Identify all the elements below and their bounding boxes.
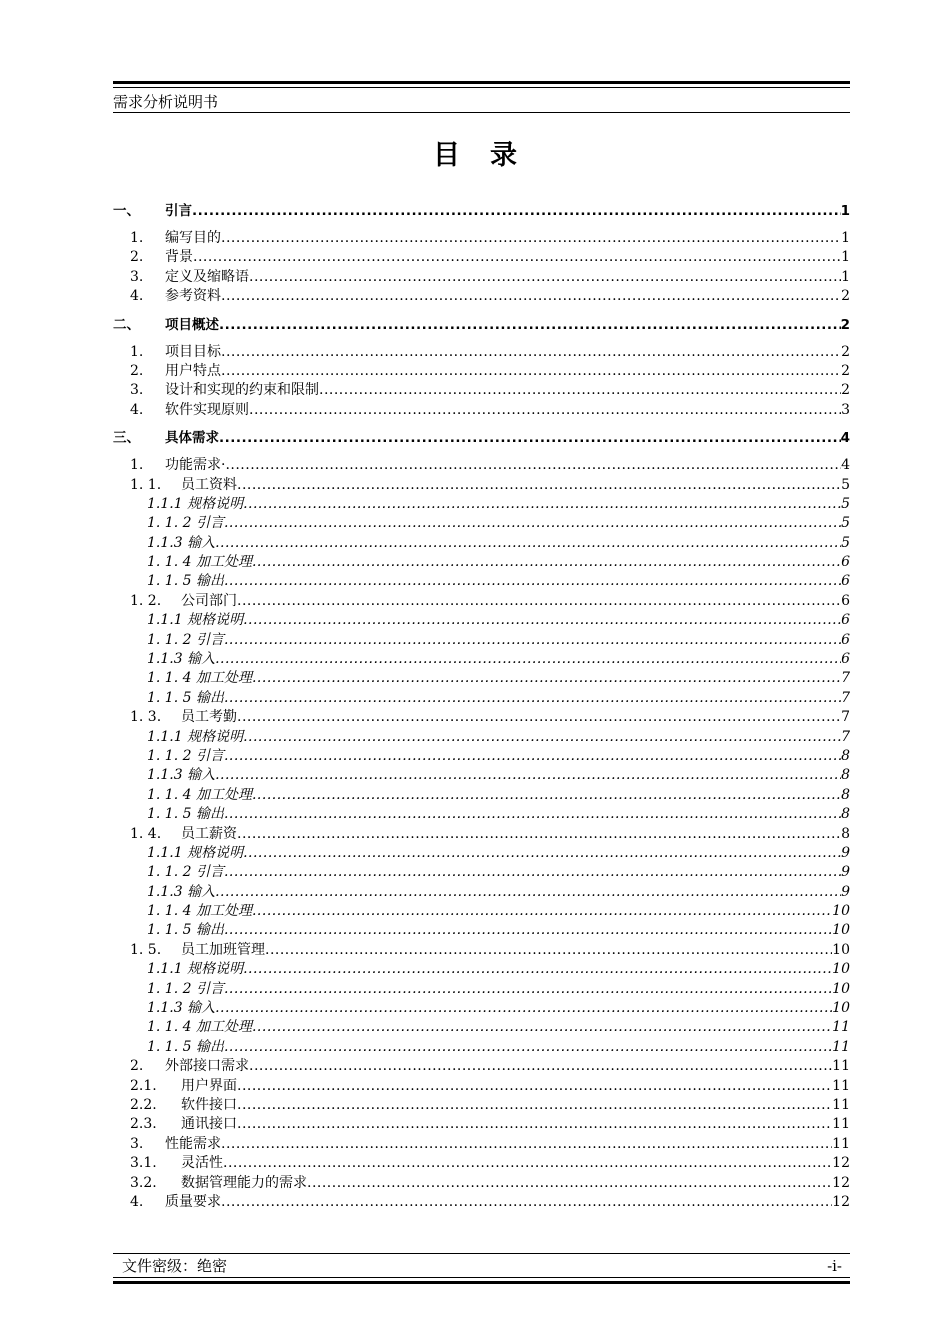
toc-entry-page: 6 <box>841 573 850 590</box>
toc-entry-number: 3. <box>130 382 144 399</box>
toc-entry-page: 6 <box>841 592 850 609</box>
toc-entry-number: 二、 <box>113 316 140 333</box>
toc-entry-page: 5 <box>841 476 850 493</box>
toc-entry[interactable] <box>113 941 850 960</box>
toc-dot-leader <box>221 343 841 362</box>
toc-dot-leader <box>252 786 841 805</box>
toc-entry-title: 1. 1. 4 加工处理 <box>147 670 252 687</box>
toc-entry-title: 1. 1. 4 加工处理 <box>147 554 252 571</box>
toc-entry-page: 2 <box>841 343 850 360</box>
toc-dot-leader <box>237 1115 832 1134</box>
toc-entry-number: 2.2. <box>130 1097 157 1113</box>
toc-dot-leader <box>215 650 841 669</box>
toc-entry-page: 5 <box>841 495 850 512</box>
toc-entry[interactable] <box>113 287 850 306</box>
toc-entry-title: 设计和实现的约束和限制 <box>165 382 319 399</box>
toc-entry[interactable] <box>113 786 850 805</box>
toc-dot-leader <box>237 825 841 844</box>
toc-dot-leader <box>224 980 832 999</box>
toc-entry[interactable] <box>113 381 850 400</box>
toc-dot-leader <box>215 766 841 785</box>
toc-entry[interactable] <box>113 572 850 591</box>
toc-entry-title: 定义及缩略语 <box>165 268 249 285</box>
toc-entry-page: 6 <box>841 651 850 668</box>
toc-entry-number: 一、 <box>113 203 140 219</box>
toc-entry-page: 11 <box>832 1077 850 1094</box>
toc-dot-leader <box>319 381 841 400</box>
toc-entry[interactable] <box>113 980 850 999</box>
toc-entry-number: 4. <box>130 1193 144 1210</box>
toc-entry-page: 2 <box>840 316 850 333</box>
toc-entry-page: 8 <box>841 747 850 764</box>
toc-dot-leader <box>221 229 841 248</box>
toc-entry-page: 6 <box>841 631 850 648</box>
toc-entry-title: 1.1.3 输入 <box>147 1000 216 1017</box>
toc-entry[interactable] <box>113 229 850 248</box>
toc-dot-leader <box>252 553 841 572</box>
toc-entry-page: 8 <box>841 825 850 842</box>
toc-entry[interactable] <box>113 1077 850 1096</box>
toc-entry-page: 2 <box>841 362 850 379</box>
toc-entry[interactable] <box>113 314 850 336</box>
toc-entry-page: 2 <box>841 288 850 305</box>
toc-entry-title: 具体需求 <box>165 430 219 447</box>
toc-entry-title: 1.1.1 规格说明 <box>147 728 244 745</box>
toc-dot-leader <box>224 863 841 882</box>
footer-rule-thick <box>113 1281 850 1284</box>
toc-entry-title: 1.1.1 规格说明 <box>147 612 244 629</box>
toc-entry-number: 2. <box>130 362 144 379</box>
toc-entry-page: 11 <box>832 1019 850 1036</box>
toc-entry-page: 12 <box>832 1193 850 1210</box>
toc-entry[interactable] <box>113 922 850 941</box>
toc-entry[interactable] <box>113 960 850 979</box>
toc-entry-title: 质量要求 <box>165 1193 221 1210</box>
toc-entry[interactable] <box>113 650 850 669</box>
header-underline <box>113 112 850 113</box>
toc-entry[interactable] <box>113 476 850 495</box>
toc-dot-leader <box>192 200 841 222</box>
toc-entry-number: 3.2. <box>130 1174 157 1191</box>
toc-dot-leader <box>243 611 841 630</box>
toc-entry[interactable] <box>113 1038 850 1057</box>
toc-entry-page: 7 <box>841 670 850 687</box>
toc-entry-page: 9 <box>841 883 850 900</box>
toc-entry[interactable] <box>113 708 850 727</box>
toc-entry-page: 9 <box>841 864 850 881</box>
toc-entry[interactable] <box>113 1193 850 1212</box>
toc-entry-title: 员工加班管理 <box>181 941 265 958</box>
toc-entry-page: 11 <box>832 1116 850 1133</box>
toc-entry-title: 1. 1. 5 输出 <box>147 573 224 590</box>
toc-entry[interactable] <box>113 863 850 882</box>
toc-entry-title: 项目目标 <box>165 343 221 360</box>
toc-dot-leader <box>221 287 841 306</box>
toc-entry-title: 功能需求· <box>165 457 226 474</box>
toc-entry-page: 11 <box>832 1038 850 1055</box>
toc-dot-leader <box>219 314 841 336</box>
toc-entry-title: 1. 1. 5 输出 <box>147 1038 224 1055</box>
toc-entry-number: 1. 5. <box>130 941 162 958</box>
toc-dot-leader <box>224 747 841 766</box>
toc-dot-leader <box>224 805 841 824</box>
toc-dot-leader <box>249 401 841 420</box>
toc-entry-number: 4. <box>130 401 144 418</box>
toc-entry-title: 1. 1. 2 引言 <box>147 631 224 648</box>
toc-entry[interactable] <box>113 825 850 844</box>
toc-entry-title: 1. 1. 2 引言 <box>147 864 224 881</box>
toc-entry-title: 参考资料 <box>165 288 221 305</box>
footer-security-level: 文件密级：绝密 <box>122 1257 228 1275</box>
toc-entry[interactable] <box>113 689 850 708</box>
toc-entry-title: 1. 1. 2 引言 <box>147 515 224 532</box>
toc-entry-title: 1.1.3 输入 <box>147 534 216 551</box>
toc-entry-title: 1.1.1 规格说明 <box>147 495 244 512</box>
header-rule-thin <box>113 87 850 88</box>
toc-dot-leader <box>237 592 841 611</box>
toc-entry-number: 3. <box>130 1135 144 1152</box>
toc-dot-leader <box>215 534 841 553</box>
toc-entry-number: 3.1. <box>130 1155 157 1172</box>
toc-entry-page: 9 <box>841 844 850 861</box>
toc-dot-leader <box>252 902 832 921</box>
toc-entry-number: 1. <box>130 457 144 474</box>
toc-entry-page: 10 <box>832 961 850 978</box>
toc-dot-leader <box>252 669 841 688</box>
toc-dot-leader <box>237 1077 832 1096</box>
toc-entry-title: 1.1.3 输入 <box>147 651 216 668</box>
toc-entry[interactable] <box>113 1174 850 1193</box>
toc-dot-leader <box>215 999 832 1018</box>
toc-entry-page: 1 <box>840 203 850 219</box>
toc-entry[interactable] <box>113 1154 850 1173</box>
toc-entry-title: 灵活性 <box>181 1155 223 1172</box>
toc-entry-page: 5 <box>841 515 850 532</box>
toc-entry-title: 1.1.1 规格说明 <box>147 961 244 978</box>
toc-entry-page: 10 <box>832 922 850 939</box>
toc-entry[interactable] <box>113 805 850 824</box>
toc-dot-leader <box>265 941 832 960</box>
toc-entry-page: 2 <box>841 382 850 399</box>
toc-dot-leader <box>307 1174 832 1193</box>
toc-entry-number: 1. 1. <box>130 476 162 493</box>
toc-dot-leader <box>237 476 841 495</box>
toc-dot-leader <box>225 456 841 475</box>
toc-entry-number: 2. <box>130 249 144 266</box>
toc-entry-title: 编写目的 <box>165 229 221 246</box>
toc-entry-number: 2. <box>130 1058 144 1075</box>
toc-dot-leader <box>224 689 841 708</box>
toc-entry-page: 7 <box>841 689 850 706</box>
toc-dot-leader <box>237 708 841 727</box>
toc-entry-page: 1 <box>841 268 850 285</box>
toc-dot-leader <box>215 883 841 902</box>
toc-entry[interactable] <box>113 1096 850 1115</box>
toc-entry-title: 1. 1. 5 输出 <box>147 922 224 939</box>
toc-entry-title: 背景 <box>165 249 193 266</box>
footer-rule-mid <box>113 1277 850 1278</box>
toc-entry[interactable] <box>113 728 850 747</box>
toc-dot-leader <box>224 631 841 650</box>
toc-entry-title: 软件实现原则 <box>165 401 249 418</box>
toc-entry-title: 软件接口 <box>181 1097 237 1113</box>
toc-entry-title: 员工考勤 <box>181 709 237 726</box>
footer-rule-thin <box>113 1253 850 1254</box>
toc-entry-title: 员工薪资 <box>181 825 237 842</box>
toc-dot-leader <box>219 427 841 449</box>
toc-entry-page: 10 <box>832 980 850 997</box>
toc-entry-title: 1.1.1 规格说明 <box>147 844 244 861</box>
toc-dot-leader <box>243 960 832 979</box>
toc-entry[interactable] <box>113 401 850 420</box>
toc-entry[interactable] <box>113 1135 850 1154</box>
toc-entry[interactable] <box>113 534 850 553</box>
toc-entry-number: 2.1. <box>130 1077 157 1094</box>
header-rule-thick <box>113 81 850 84</box>
toc-entry[interactable] <box>113 1057 850 1076</box>
toc-entry-title: 1. 1. 5 输出 <box>147 806 224 823</box>
toc-entry-page: 3 <box>841 401 850 418</box>
toc-entry-number: 1. 2. <box>130 592 162 609</box>
toc-entry-title: 1. 1. 4 加工处理 <box>147 1019 252 1036</box>
toc-dot-leader <box>221 362 841 381</box>
toc-dot-leader <box>237 1096 832 1115</box>
toc-entry-page: 8 <box>841 806 850 823</box>
toc-entry-page: 4 <box>841 457 850 474</box>
toc-entry[interactable] <box>113 495 850 514</box>
toc-entry[interactable] <box>113 362 850 381</box>
toc-dot-leader <box>249 268 841 287</box>
toc-entry-title: 1. 1. 2 引言 <box>147 980 224 997</box>
toc-entry-title: 1. 1. 4 加工处理 <box>147 903 252 920</box>
toc-entry[interactable] <box>113 343 850 362</box>
toc-entry[interactable] <box>113 1018 850 1037</box>
toc-entry[interactable] <box>113 669 850 688</box>
toc-entry-number: 1. 3. <box>130 709 162 726</box>
toc-entry-page: 6 <box>841 554 850 571</box>
toc-entry-page: 7 <box>841 709 850 726</box>
toc-entry-title: 项目概述 <box>165 316 219 333</box>
toc-entry-page: 1 <box>841 249 850 266</box>
toc-dot-leader <box>193 248 841 267</box>
toc-entry-title: 性能需求 <box>165 1135 221 1152</box>
toc-entry-number: 1. <box>130 229 144 246</box>
toc-entry-title: 外部接口需求 <box>165 1058 249 1075</box>
toc-entry[interactable] <box>113 553 850 572</box>
toc-entry-title: 用户特点 <box>165 362 221 379</box>
toc-entry-page: 10 <box>832 1000 850 1017</box>
toc-entry-title: 1. 1. 5 输出 <box>147 689 224 706</box>
toc-dot-leader <box>224 572 841 591</box>
toc-entry-page: 10 <box>832 941 850 958</box>
toc-entry-title: 1. 1. 4 加工处理 <box>147 786 252 803</box>
toc-entry-title: 1.1.3 输入 <box>147 767 216 784</box>
footer-page-number: -i- <box>827 1257 842 1275</box>
toc-entry-title: 公司部门 <box>181 592 237 609</box>
toc-entry[interactable] <box>113 747 850 766</box>
toc-entry-number: 3. <box>130 268 144 285</box>
toc-entry-page: 12 <box>832 1174 850 1191</box>
toc-entry-page: 11 <box>832 1135 850 1152</box>
toc-entry-page: 11 <box>832 1058 850 1075</box>
toc-dot-leader <box>252 1018 832 1037</box>
toc-entry[interactable] <box>113 611 850 630</box>
toc-entry[interactable] <box>113 766 850 785</box>
toc-dot-leader <box>249 1057 832 1076</box>
toc-entry-title: 1.1.3 输入 <box>147 883 216 900</box>
toc-entry-page: 11 <box>832 1097 850 1113</box>
toc-entry-title: 1. 1. 2 引言 <box>147 747 224 764</box>
toc-entry[interactable] <box>113 883 850 902</box>
toc-title: 目录 <box>433 140 547 171</box>
toc-entry-page: 7 <box>841 728 850 745</box>
toc-entry-page: 4 <box>840 430 850 447</box>
toc-entry[interactable] <box>113 514 850 533</box>
toc-entry[interactable] <box>113 427 850 449</box>
toc-entry-page: 5 <box>841 534 850 551</box>
toc-entry-number: 1. <box>130 343 144 360</box>
toc-entry[interactable] <box>113 1115 850 1134</box>
toc-entry-page: 1 <box>841 229 850 246</box>
toc-entry-page: 8 <box>841 786 850 803</box>
toc-entry[interactable] <box>113 200 850 222</box>
header-title: 需求分析说明书 <box>113 93 219 111</box>
toc-dot-leader <box>221 1193 832 1212</box>
toc-dot-leader <box>224 922 832 941</box>
table-of-contents <box>113 200 850 1212</box>
toc-dot-leader <box>221 1135 832 1154</box>
toc-entry[interactable] <box>113 999 850 1018</box>
toc-entry-title: 通讯接口 <box>181 1116 237 1133</box>
toc-entry-number: 三、 <box>113 430 140 447</box>
toc-entry-title: 用户界面 <box>181 1077 237 1094</box>
toc-entry[interactable] <box>113 268 850 287</box>
toc-entry-title: 数据管理能力的需求 <box>181 1174 307 1191</box>
toc-dot-leader <box>243 495 841 514</box>
toc-entry[interactable] <box>113 248 850 267</box>
toc-entry-title: 引言 <box>165 203 192 219</box>
toc-entry-title: 员工资料 <box>181 476 237 493</box>
toc-dot-leader <box>243 728 841 747</box>
toc-entry-number: 4. <box>130 288 144 305</box>
toc-entry-page: 8 <box>841 767 850 784</box>
toc-dot-leader <box>224 514 841 533</box>
toc-entry-page: 10 <box>832 903 850 920</box>
toc-entry-page: 6 <box>841 612 850 629</box>
toc-entry[interactable] <box>113 902 850 921</box>
toc-dot-leader <box>224 1038 832 1057</box>
toc-entry[interactable] <box>113 456 850 475</box>
toc-entry-number: 1. 4. <box>130 825 162 842</box>
toc-entry-number: 2.3. <box>130 1116 157 1133</box>
toc-entry[interactable] <box>113 592 850 611</box>
toc-entry[interactable] <box>113 844 850 863</box>
toc-dot-leader <box>223 1154 832 1173</box>
toc-dot-leader <box>243 844 841 863</box>
toc-entry-page: 12 <box>832 1155 850 1172</box>
toc-entry[interactable] <box>113 631 850 650</box>
